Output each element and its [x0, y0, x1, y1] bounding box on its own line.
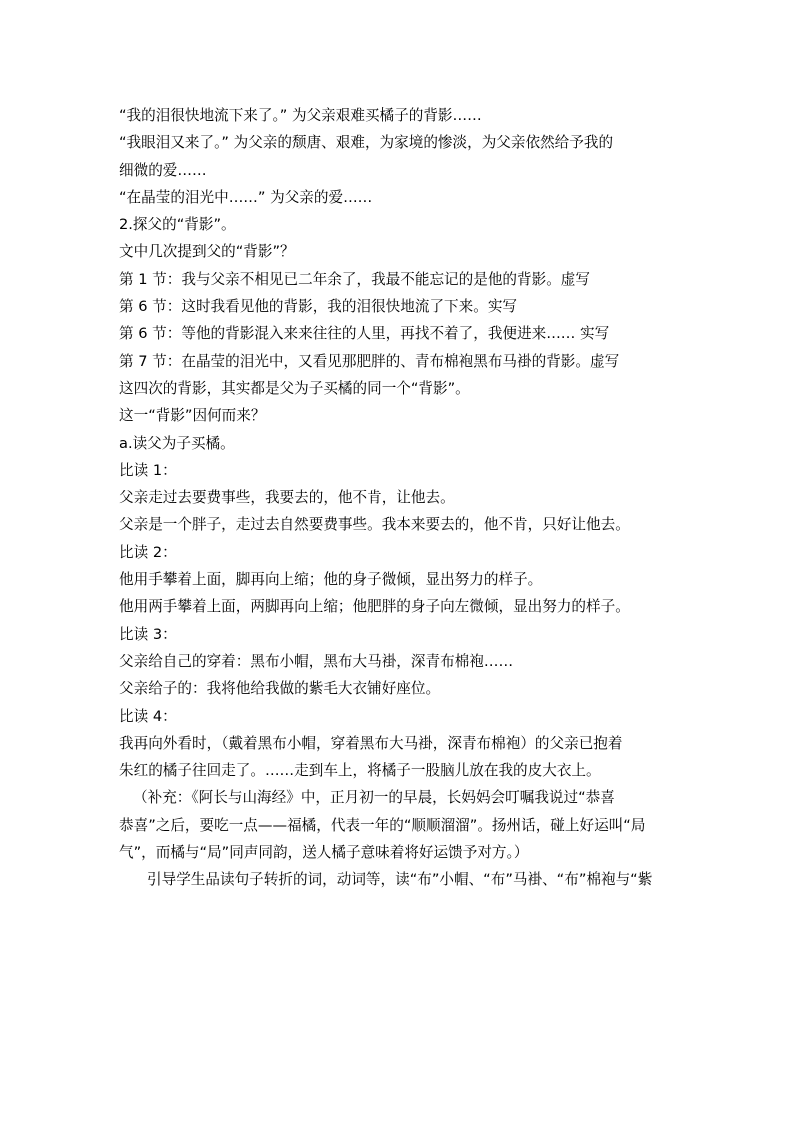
supplement-line: 恭喜”之后，要吃一点——福橘，代表一年的“顺顺溜溜”。扬州话，碰上好运叫“局: [119, 816, 646, 834]
text-line: 他用手攀着上面，脚再向上缩；他的身子微倾，显出努力的样子。: [119, 571, 543, 589]
text-line: 细微的爱……: [119, 161, 207, 179]
supplement-line: （补充：《阿长与山海经》中，正月初一的早晨，长妈妈会叮嘱我说过“恭喜: [133, 789, 615, 807]
compare-label: 比读 1：: [119, 461, 177, 479]
text-line: 我再向外看时，（戴着黑布小帽，穿着黑布大马褂，深青布棉袍）的父亲已抱着: [119, 734, 623, 752]
text-line: “在晶莹的泪光中……” 为父亲的爱……: [119, 188, 373, 206]
text-line: 父亲给自己的穿着：黑布小帽，黑布大马褂，深青布棉袍……: [119, 652, 514, 670]
question-line: 这一“背影”因何而来？: [119, 407, 266, 425]
text-line: 父亲走过去要费事些，我要去的，他不肯，让他去。: [119, 489, 455, 507]
text-line: 朱红的橘子往回走了。……走到车上，将橘子一股脑儿放在我的皮大衣上。: [119, 762, 601, 780]
text-line: 第 6 节：等他的背影混入来来往往的人里，再找不着了，我便进来…… 实写: [119, 325, 610, 343]
supplement-line: 气”，而橘与“局”同声同韵，送人橘子意味着将好运馈予对方。）: [119, 844, 529, 862]
section-heading: 2.探父的“背影”。: [119, 216, 236, 234]
text-line: 父亲是一个胖子，走过去自然要费事些。我本来要去的，他不肯，只好让他去。: [119, 516, 630, 534]
text-line: “我眼泪又来了。” 为父亲的颓唐、艰难，为家境的惨淡，为父亲依然给予我的: [119, 134, 614, 152]
subsection-heading: a.读父为子买橘。: [119, 434, 235, 452]
text-line: 他用两手攀着上面，两脚再向上缩；他肥胖的身子向左微倾，显出努力的样子。: [119, 598, 630, 616]
text-line: 第 7 节：在晶莹的泪光中，又看见那肥胖的、青布棉袍黑布马褂的背影。虚写: [119, 352, 620, 370]
text-line: 第 1 节：我与父亲不相见已二年余了，我最不能忘记的是他的背影。虚写: [119, 270, 590, 288]
text-line: 父亲给子的：我将他给我做的紫毛大衣铺好座位。: [119, 680, 441, 698]
question-line: 文中几次提到父的“背影”？: [119, 243, 295, 261]
compare-label: 比读 2：: [119, 543, 177, 561]
guidance-line: 引导学生品读句子转折的词，动词等，读“布”小帽、“布”马褂、“布”棉袍与“紫: [147, 871, 653, 889]
compare-label: 比读 4：: [119, 707, 177, 725]
text-line: “我的泪很快地流下来了。” 为父亲艰难买橘子的背影……: [119, 107, 482, 124]
compare-label: 比读 3：: [119, 625, 177, 643]
document-body: [119, 102, 689, 894]
text-line: 这四次的背影，其实都是父为子买橘的同一个“背影”。: [119, 379, 470, 397]
text-line: 第 6 节：这时我看见他的背影，我的泪很快地流了下来。实写: [119, 298, 518, 316]
